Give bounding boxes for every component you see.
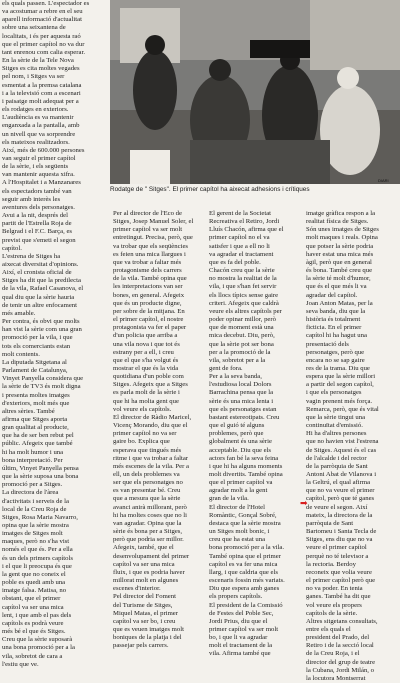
column-text: El gerent de la Societat Recreativa el Retiro, Jordi Lluís Chacón, afirma que el primer capítol no el va satisfer i que a ell no li va agradar el tractament que es fa del poble. Chacón creu que la sèrie no mostra la realitat de la vila, i que s'han fet servir els llocs típics sense gaire criteri. Afegeix que caldrà veure els altres capítols per poder opinar millor, però que de moment està una mica decebut. Diu, però, que la sèrie pot ser bona per a la promoció de la vila, sobretot per a la gent de fora. Per a la seva banda, l'estudiosa local Dolors Barrachina pensa que la sèrie és una mica lenta i que els personatges estan bastant estereotipats. Creu que el guió té alguns problemes, però que globalment és una sèrie acceptable. Diu que els actors fan bé la seva feina i que hi ha alguns moments molt divertits. També opina que el primer capítol va agradar molt a la gent gran de la vila. El director de l'Hotel Romàntic, Gonçal Sobré, destaca que la sèrie mostra un Sitges molt bonic, i creu que ha estat una bona promoció per a la vila. També opina que el primer capítol es va fer una mica llarg, i que caldria que els escenaris fossin més variats. Diu que espera amb ganes els propers capítols. El president de la Comissió de Festes del Poble Sec, Jordi Prius, diu que el primer capítol va ser molt bo, i que li va agradar molt el tractament de la vila. Afirma també que xyxy=(209,210,285,658)
article-column-4 xyxy=(306,210,398,683)
article-column-3 xyxy=(209,210,304,659)
arrow-right-icon: ➡ xyxy=(300,499,308,509)
article-column-1 xyxy=(2,0,102,669)
column-text: els quals passen. L'espectador es va acostumar a rebre en el seu aparell informació d'actualitat sobre una seixantena de localitats, i és per aquesta raó que el primer capítol no va dur tant enrenou com calia esperar. En la sèrie de la Tele Nova Sitges es cita moltes vegades pel nom, i Sitges va ser esmentat a la premsa catalana i a la televisió com a escenari i paisatge molt adequat per a els rodatges en exteriors. L'audiència es va mantenir enganxada a la pantalla, amb un nivell que va sorprendre els mateixos realitzadors. Així, més de 600.000 persones van seguir el primer capítol de la sèrie, i els següents van mantenir aquesta xifra. A l'Hospitalet i a Manzanares els espectadors també van seguir amb interès les aventures dels personatges. Avui a la nit, després del partit de l'Estrella Roja de Belgrad i el F.C. Barça, es previst que s'emeti el segon capítol. L'estrena de Sitges ha aixecat diversitat d'opinions. Així, el cronista oficial de Sitges ha dit que la predilecta de la vila, Rafael Casanova, el qual diu que la sèrie hauria de tenir un altre enfocament més amable. Per contra, és obvi que molts han vist la sèrie com una gran promoció per la vila, i que tots els comerciants estan molt contents. La diputada Sitgetana al Parlament de Catalunya, Vinyet Panyella considera que la sèrie de TV3 és molt digna i presenta moltes imatges d'exteriors, molt més que altres sèries. També afirma que Sitges aporta gran qualitat al producte, que ha de ser ben rebut pel públic. Afegeix que també hi ha molt humor i una bona interpretació. Per últim, Vinyet Panyella pensa que la sèrie suposa una bona promoció per a Sitges. La directora de l'àrea d'activitats i serveis de la local de la Creu Roja de Sitges, Rosa Maria Navarro, opina que la sèrie mostra imatges de Sitges molt maques, però no s'ha vist només el que és. Per a ella és un dels primers capítols i el que li preocupa és que la gent que no coneix el poble es quedi amb una imatge falsa. Matisa, no obstant, que el primer capítol va ser una mica lent, i que amb el pas dels capítols es podrà veure més bé el que és Sitges. Creu que la sèrie suposarà una bona promoció per a la vila, sobretot de cara a l'estiu que ve. xyxy=(2,0,90,668)
photo-caption: Rodatge de " Sitges". El primer capítol ha aixecat adhesions i crítiques xyxy=(110,186,310,193)
column-text: Per al director de l'Eco de Sitges, Josep Manuel Soler, el primer capítol va ser molt entretingut. Precisa, però, que va trobar que els seqüències es feien una mica llargues i que va trobar a faltar més protagonisme dels carrers de la vila. També opina que les interpretacions van ser bones, en general. Afegeix que és un producte digne, per sobre de la mitjana. En el primer capítol, el nostre protagonista va fer el paper d'un policia que arriba a una vila nova i que tot és estrany per a ell, i creu que el que s'ha volgut és mostrar el que és la vida quotidiana d'un poble com Sitges. Afegeix que a Sitges es parla molt de la sèrie i que hi ha molta gent que vol veure els capítols. El director de Ràdio Maricel, Vicenç Morando, diu que el primer capítol no va ser gaire bo. Explica que esperava que tingués més ritme i que va trobar a faltar més escenes de la vila. Per a ell, un dels problemes va ser que els personatges no es van presentar bé. Creu que a mesura que la sèrie avanci anirà millorant, però hi ha moltes coses que no li van agradar. Opina que la sèrie és bona per a Sitges, però que podria ser millor. Afegeix, també, que el desenvolupament del primer capítol va ser una mica fluix, i que es podria haver millorat molt en algunes escenes d'interior. Pel director del Foment del Turisme de Sitges, Miquel Matas, el primer capítol va ser bo, i creu que es veuen imatges molt boniques de la platja i del passejar pels carrers. xyxy=(113,210,194,650)
news-photo xyxy=(110,0,400,184)
photo-film-crew xyxy=(110,0,400,184)
article-column-2 xyxy=(113,210,207,650)
column-text: imatge gràfica respon a la realitat física de Sitges. Són unes imatges de Sitges molt maques i reals. Opina que potser la sèrie podria haver estat una mica més àgil, però que en general és bona. També creu que la sèrie té molt d'humor, que és el que més li va agradar del capítol. Joan Anton Matas, per la seva banda, diu que la història és totalment ficticia. En el primer capítol hi ha hagut una presentació dels personatges, però que encara no se sap gaire res de la trama. Diu que espera que la sèrie millori a partir del segon capítol, i que els personatges vagin prenent més força. Remarca, però, que és vital que la sèrie tingui una continuïtat d'emissió. Hi ha d'altres persones que no havien vist l'estrena de Sitges. Aquest és el cas de l'alcalde i del rector de la parròquia de Sant Antoni Abat de Vilanova i la Geltrú, el qual afirma que no va veure el primer capítol, però que té ganes de veure el segon. Així mateix, la directora de la parròquia de Sant Bartomeu i Santa Tecla de Sitges, ens diu que no va veure el primer capítol perquè no té televisor a la rectoria. Berdoy reconeix que volia veure el primer capítol però que no va poder. En tenia ganes. També ha dit que vol veure els propers capítols de la sèrie. Altres sitgetans consultats, entre els quals el president del Prado, del Retiro i de la secció local de la Creu Roja, i el director del grup de teatre la Cubana, Jordi Milán, o la locutora Montserrat xyxy=(306,210,379,682)
photo-credit: DIARI xyxy=(378,178,389,183)
